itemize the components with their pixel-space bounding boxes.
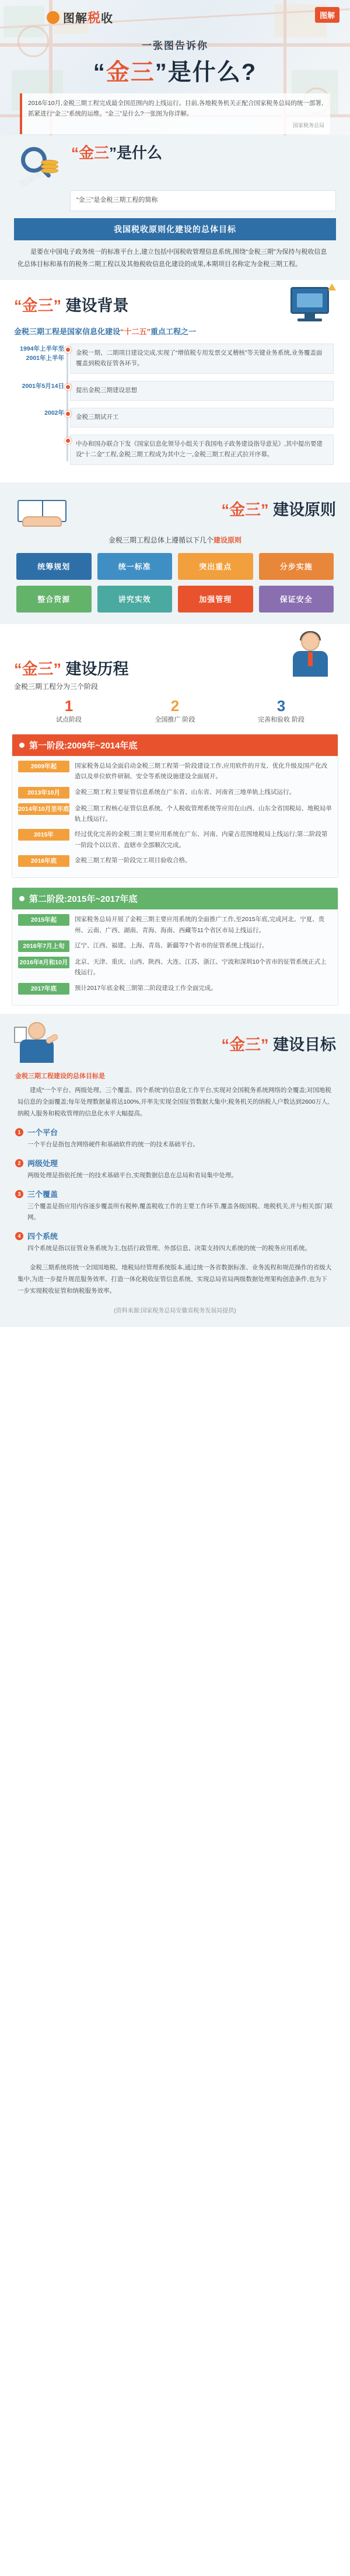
section-goals <box>0 1014 350 1327</box>
goal-item <box>15 1230 335 1254</box>
phase-row <box>18 914 332 936</box>
section3-header <box>0 482 350 530</box>
goal-item <box>15 1126 335 1150</box>
timeline-dot-icon <box>65 411 71 417</box>
phase-header <box>12 734 338 756</box>
phase-text: 经过优化完善的金税三期主要应用系统在广东、河南、内蒙古范围地税局上线运行;第二阶段第一阶段个以以省、直辖市全部顺次完成。 <box>75 831 328 849</box>
s4-quote-close: ” <box>53 660 61 678</box>
s3-title-suffix: 建设原则 <box>273 501 336 519</box>
s3-note-pre: 金税三期工程总体上遵循以下几个 <box>108 536 214 544</box>
s3-title-key: 金三 <box>229 501 261 519</box>
lead-paragraph <box>20 93 330 134</box>
timeline-dot-icon <box>65 438 71 444</box>
s5-quote-open: “ <box>221 1036 229 1054</box>
lead-text: 2016年10月,金税三期工程完成最全国范围内的上线运行。目前,各地税务机关正配合国家税务总局的统一部署,抓紧进行“金三”系统的运维。“金三”是什么?一张图为你详解。 <box>28 100 323 118</box>
header-subtitle: 一张图告诉你 <box>142 40 208 51</box>
s5-quote-close: ” <box>260 1036 269 1054</box>
s3-note-hl: 建设原则 <box>214 536 242 544</box>
goal-title: 两级处理 <box>27 1159 58 1168</box>
computer-icon <box>286 284 336 324</box>
goal-text: 一个平台是指包含网络硬件和基础软件的统一的技术基础平台。 <box>27 1141 199 1149</box>
s2-sub-post: 重点工程之一 <box>150 327 197 337</box>
stage-label: 试点阶段 <box>56 716 82 723</box>
section5-paragraph: 建成“一个平台、两级处理、三个覆盖、四个系统”的信息化工作平台,实现对全国税务系统网络的全覆盖;对国地税局信息的全面覆盖;每年处理数据量将达100%,并率先实现全国征管数据大集中;税务机关的纳税人户数达到2600万人,纳税人服务和税收管理的信息化水平大幅提高。 <box>18 1086 331 1117</box>
section5-header <box>0 1014 350 1066</box>
stages-row <box>18 698 332 724</box>
timeline-date: 1994年上半年至 2001年上半年 <box>20 345 64 362</box>
magnifier-coins-icon <box>14 141 68 187</box>
page-title <box>0 54 350 87</box>
businessman-icon <box>285 630 336 679</box>
bullet-dot-icon <box>19 896 24 901</box>
principles-grid <box>16 553 334 612</box>
principle-cell: 分步实施 <box>259 553 334 580</box>
section-principles <box>0 482 350 624</box>
s3-quote-open: “ <box>221 501 229 519</box>
goal-header <box>15 1188 335 1199</box>
section1-band: 我国税收原则化建设的总体目标 <box>14 218 336 240</box>
goal-header <box>15 1157 335 1168</box>
goal-text: 两级处理是指依托统一的技术基础平台,实现数据信息在总局和省局集中处理。 <box>27 1172 237 1180</box>
phase-header <box>12 888 338 909</box>
title-quote-open: “ <box>93 60 106 85</box>
goal-bullet-icon: 2 <box>15 1159 23 1167</box>
principle-cell: 整合资源 <box>16 586 92 612</box>
stage-label: 全国推广 阶段 <box>155 716 195 723</box>
timeline-date: 2002年 <box>44 410 64 416</box>
s1-title-rest: ”是什么 <box>109 144 163 162</box>
section-background <box>0 280 350 482</box>
phase-row <box>18 803 332 825</box>
section5-note <box>15 1071 335 1080</box>
phase-year: 2015年 <box>18 829 69 841</box>
phase-text: 金税三期工程主要征管信息系统在广东省、山东省、河南省三地单轨上线试运行。 <box>75 788 295 796</box>
phase-year: 2016年8月和10月 <box>18 957 69 968</box>
book-hands-icon <box>14 487 70 530</box>
section4-title <box>14 656 129 679</box>
goal-bullet-icon: 4 <box>15 1232 23 1240</box>
phase-row <box>18 829 332 850</box>
lightbulb-icon <box>47 11 60 24</box>
phase-text: 北京、天津、重庆、山西、陕西、大连、江苏、浙江、宁波和深圳10个省市的征管系统正式上线运行。 <box>75 958 327 977</box>
goal-title: 三个覆盖 <box>27 1190 58 1199</box>
section-history <box>0 624 350 1014</box>
brand-highlight: 税 <box>88 10 102 25</box>
phase-row <box>18 855 332 867</box>
section2-subtitle <box>14 326 336 337</box>
section1-note: “金三”是金税三期工程的简称 <box>70 190 336 211</box>
goal-text: 三个覆盖是指应用内容逐步覆盖所有税种,覆盖税收工作的主要工作环节,覆盖各级国税、地税机关,并与相关部门联网。 <box>27 1203 333 1222</box>
phase-row <box>18 940 332 952</box>
phase-text: 辽宁、江西、福建、上海、青岛、新疆等7个省市的征管系统上线运行。 <box>75 942 268 949</box>
phase-year: 2013年10月 <box>18 787 69 799</box>
phase-text: 金税三期工程核心征管信息系统、个人税收管理系统等应用在山西、山东全省国税局、地税局单轨上线运行。 <box>75 804 332 823</box>
stage-label: 完善和验收 阶段 <box>257 716 305 723</box>
goal-text: 四个系统是指以征管业务系统为主,包括行政管理、外部信息、决策支持四大系统的统一的税务应用系统。 <box>27 1245 311 1252</box>
phase-title: 第二阶段:2015年~2017年底 <box>29 894 138 905</box>
s2-sub-hl: “十二五” <box>120 327 151 337</box>
timeline-item <box>22 381 334 401</box>
s2-sub-pre: 金税三期工程是国家信息化建设 <box>14 327 121 337</box>
brand-logo <box>47 8 113 26</box>
section1-title <box>71 141 336 163</box>
section5-footer-text: 金税三期系统将统一全国国地税、地税局经管理系统版本,通过统一各省数据标准、业务流程和规范操作的省级大集中,为进一步提升规范服务效率、打造一体化税收征管信息系统、实现总局省局两级数据处理架构创造条件,也为下一步实现税收征管和纳税服务效率。 <box>18 1264 332 1294</box>
phase-year: 2016年底 <box>18 855 69 867</box>
stage-number: 3 <box>276 696 286 715</box>
section2-header <box>0 280 350 324</box>
s1-title-key: 金三 <box>79 144 110 162</box>
section5-title <box>61 1032 336 1055</box>
s5-title-key: 金三 <box>229 1036 261 1054</box>
principle-cell: 统筹规划 <box>16 553 92 580</box>
stage-number: 1 <box>64 696 74 715</box>
section3-note <box>0 535 350 545</box>
header <box>0 0 350 135</box>
lead-source: 国家税务总局 <box>292 122 324 128</box>
phase-year: 2016年7月上旬 <box>18 940 69 952</box>
principle-cell: 突出重点 <box>178 553 253 580</box>
s4-quote-open: “ <box>14 660 22 678</box>
s2-title-suffix: 建设背景 <box>65 296 129 314</box>
phase-year: 2015年起 <box>18 914 69 926</box>
section-what-is <box>0 135 350 280</box>
phase-text: 国家税务总局全面启动金税三期工程第一阶段建设工作,应用软件的开发、优化升级及国产化改造以及单位软件研制、安全等系统设施建设全面展开。 <box>75 762 328 780</box>
timeline-item <box>44 408 334 428</box>
phase-title: 第一阶段:2009年~2014年底 <box>29 740 138 751</box>
phase-year: 2017年底 <box>18 983 69 995</box>
section2-title <box>14 293 129 316</box>
principle-cell: 讲究实效 <box>97 586 173 612</box>
s4-title-suffix: 建设历程 <box>65 660 129 678</box>
s2-quote-open: “ <box>14 296 22 314</box>
stage-item <box>230 698 332 724</box>
phase-block-1 <box>12 734 338 878</box>
phase-row <box>18 787 332 799</box>
s1-quote-open: “ <box>71 144 79 162</box>
timeline-text: 中办和国办联合下发《国家信息化领导小组关于我国电子政务建设指导意见》,其中提出要建设“十二金”工程,金税三期工程成为其中之一,金税三期工程正式拉开序幕。 <box>70 435 334 465</box>
goal-bullet-icon: 3 <box>15 1190 23 1198</box>
principle-cell: 加强管理 <box>178 586 253 612</box>
s2-quote-close: ” <box>53 296 61 314</box>
stage-number: 2 <box>170 696 180 715</box>
section3-title <box>70 497 336 520</box>
s3-quote-close: ” <box>260 501 269 519</box>
title-suffix: ”是什么? <box>155 60 257 85</box>
section1-header <box>0 135 350 187</box>
phase-row <box>18 983 332 995</box>
presenter-icon <box>14 1021 61 1066</box>
stage-item <box>124 698 226 724</box>
goal-item <box>15 1157 335 1181</box>
brand-label: 图解税收 <box>63 10 114 25</box>
principle-cell: 保证安全 <box>259 586 334 612</box>
phase-body <box>12 756 338 877</box>
timeline-text: 金税一期、二期项目建设完成,实现了“增值税专用发票交叉稽核”等关键业务系统,业务覆盖面覆盖到税收征管各环节。 <box>70 344 334 374</box>
title-highlight: 金三 <box>106 60 155 85</box>
goal-header <box>15 1126 335 1138</box>
phase-row <box>18 957 332 978</box>
section1-paragraph: 是要在中国电子政务统一的标准平台上,建立包括中国税收管理信息系统,围绕“金税三期”为保持与税收信息化总体目标和基有的税务二期工程以及其他税收信息化建设的成果,本期项目名称定为金税三期工程。 <box>18 248 327 268</box>
phase-text: 预计2017年底金税三期第二阶段建设工作全面完成。 <box>75 984 217 992</box>
phase-text: 国家税务总局开展了金税三期主要应用系统的全面推广工作,至2015年底,完成河北、宁夏、贵州、云南、广西、湖南、青海、海南、西藏等11个省区市局上线运行。 <box>75 916 325 934</box>
timeline-date: 2001年5月14日 <box>22 383 64 390</box>
timeline-item <box>70 435 334 465</box>
footer-source: (资料来源:国家税务总局安徽省税务发展局提供) <box>114 1307 236 1314</box>
phase-text: 金税三期工程第一阶段完工项目验收合格。 <box>75 857 191 864</box>
phase-year: 2014年10月至年底 <box>18 803 69 815</box>
goal-title: 一个平台 <box>27 1128 58 1138</box>
goal-header <box>15 1230 335 1241</box>
goal-item <box>15 1188 335 1223</box>
timeline-item <box>20 344 334 374</box>
tag-badge: 图解 <box>315 7 340 23</box>
background-timeline <box>16 344 334 464</box>
goal-bullet-icon: 1 <box>15 1128 23 1136</box>
principle-cell: 统一标准 <box>97 553 173 580</box>
section1-title-wrap <box>68 141 336 163</box>
s4-title-key: 金三 <box>22 660 54 678</box>
phase-body <box>12 909 338 1005</box>
stage-item <box>18 698 120 724</box>
phase-block-2 <box>12 887 338 1006</box>
bullet-dot-icon <box>19 743 24 748</box>
section4-header <box>0 624 350 679</box>
s5-title-suffix: 建设目标 <box>273 1036 336 1054</box>
timeline-text: 提出金税三期建设思想 <box>70 381 334 401</box>
s5-note-text: 金税三期工程建设的总体目标是 <box>15 1072 105 1080</box>
section4-subtitle: 金税三期工程分为三个阶段 <box>14 682 99 691</box>
timeline-text: 金税三期试开工 <box>70 408 334 428</box>
phase-year: 2009年起 <box>18 761 69 772</box>
goal-title: 四个系统 <box>27 1232 58 1241</box>
s2-title-key: 金三 <box>22 296 54 314</box>
phase-row <box>18 761 332 782</box>
